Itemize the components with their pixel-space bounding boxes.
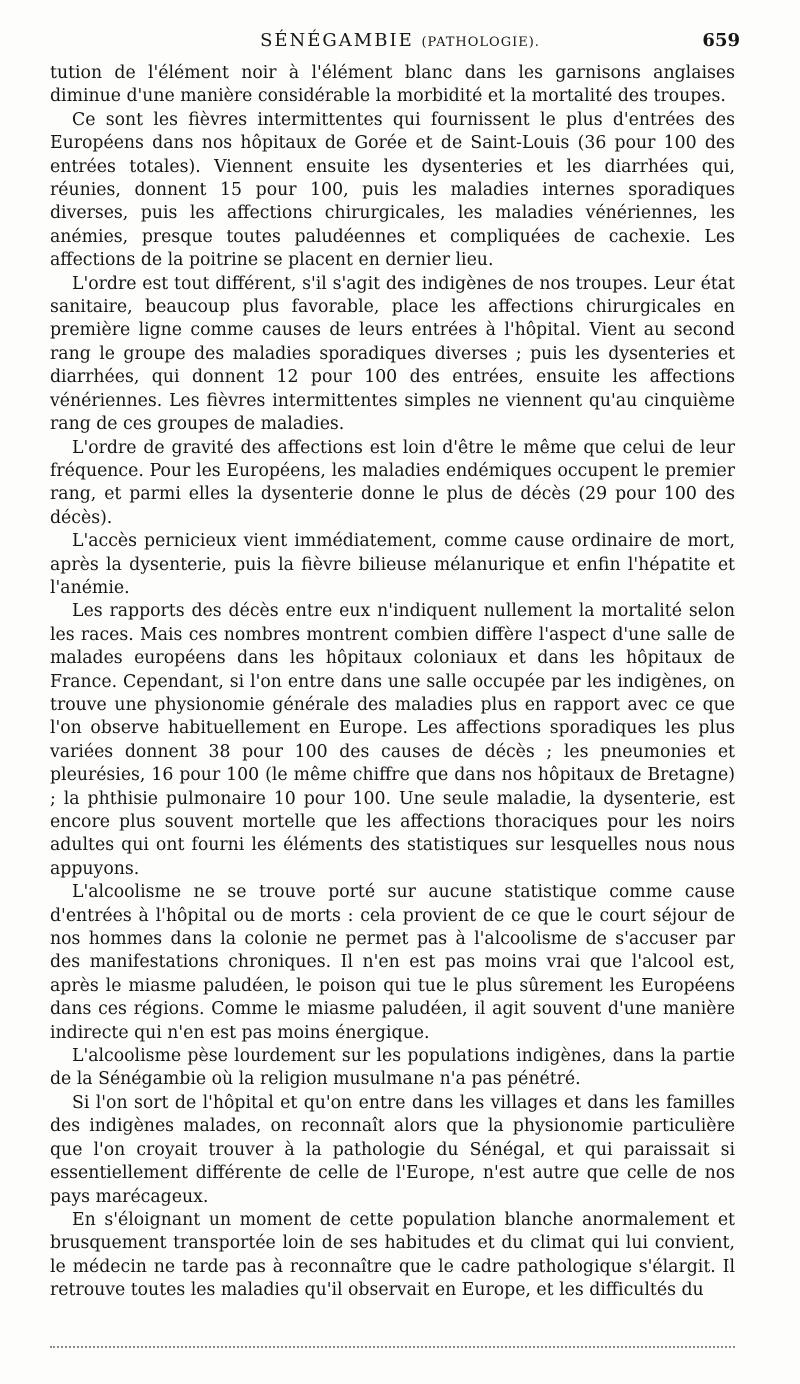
paragraph-pathological-frame: En s'éloignant un moment de cette population blanche anormalement et brusquement transportée loin de ses habitudes et du climat qui lui convient, le médecin ne tarde pas à reconnaître que le cadre pathologique s'élargit. Il retrouve toutes les maladies qu'il observait en Europe, et les difficultés du	[50, 1209, 735, 1301]
paragraph-alcoholism: L'alcoolisme ne se trouve porté sur aucune statistique comme cause d'entrées à l'hôpital ou de morts : cela provient de ce que le court séjour de nos hommes dans la colonie ne permet pas à l'alcoolisme de s'accuser par des manifestations chroniques. Il n'en est pas moins vrai que l'alcool est, après le miasme paludéen, le poison qui tue le plus sûrement les Européens dans ces régions. Comme le miasme paludéen, il agit souvent d'une manière indirecte qui n'en est pas moins énergique.	[50, 882, 735, 1043]
paragraph-fevers-europeans: Ce sont les fièvres intermittentes qui fournissent le plus d'entrées des Européens dans nos hôpitaux de Gorée et de Saint-Louis (36 pour 100 des entrées totales). Viennent ensuite les dysenteries et les diarrhées qui, réunies, donnent 15 pour 100, puis les maladies internes sporadiques diverses, puis les affections chirurgicales, les maladies vénériennes, les anémies, presque toutes paludéennes et compliquées de cachexie. Les affections de la poitrine se placent en dernier lieu.	[50, 109, 735, 271]
header-subject: (PATHOLOGIE).	[421, 35, 540, 50]
body-text	[50, 62, 735, 1303]
header-title: SÉNÉGAMBIE	[260, 30, 414, 51]
paragraph-pernicious-access: L'accès pernicieux vient immédiatement, comme cause ordinaire de mort, après la dysenterie, puis la fièvre bilieuse mélanurique et enfin l'hépatite et l'anémie.	[50, 531, 735, 598]
paragraph-indigenous-troops: L'ordre est tout différent, s'il s'agit des indigènes de nos troupes. Leur état sanitaire, beaucoup plus favorable, place les affections chirurgicales en première ligne comme causes de leurs entrées à l'hôpital. Vient au second rang le groupe des maladies sporadiques diverses ; puis les dysenteries et diarrhées, qui donnent 12 pour 100 des entrées, ensuite les affections vénériennes. Les fièvres intermittentes simples ne viennent qu'au cinquième rang de ces groupes de maladies.	[50, 273, 735, 435]
paragraph-continuation: tution de l'élément noir à l'élément blanc dans les garnisons anglaises diminue d'une manière considérable la morbidité et la mortalité des troupes.	[50, 63, 735, 107]
paragraph-gravity-order: L'ordre de gravité des affections est loin d'être le même que celui de leur fréquence. Pour les Européens, les maladies endémiques occupent le premier rang, et parmi elles la dysenterie donne le plus de décès (29 pour 100 des décès).	[50, 437, 735, 528]
paragraph-alcoholism-indigenous: L'alcoolisme pèse lourdement sur les populations indigènes, dans la partie de la Sénégambie où la religion musulmane n'a pas pénétré.	[50, 1046, 735, 1090]
page-number: 659	[702, 30, 740, 51]
running-title	[60, 30, 740, 51]
paragraph-villages: Si l'on sort de l'hôpital et qu'on entre dans les villages et dans les familles des indigènes malades, on reconnaît alors que la physionomie particulière que l'on croyait trouver à la pathologie du Sénégal, et qui paraissait si essentiellement différente de celle de l'Europe, n'est autre que celle de nos pays marécageux.	[50, 1092, 735, 1207]
paragraph-death-ratios: Les rapports des décès entre eux n'indiquent nullement la mortalité selon les races. Mais ces nombres montrent combien diffère l'aspect d'une salle de malades européens dans les hôpitaux coloniaux et dans les hôpitaux de France. Cependant, si l'on entre dans une salle occupée par les indigènes, on trouve une physionomie générale des maladies plus en rapport avec ce que l'on observe habituellement en Europe. Les affections sporadiques les plus variées donnent 38 pour 100 des causes de décès ; les pneumonies et pleurésies, 16 pour 100 (le même chiffre que dans nos hôpitaux de Bretagne) ; la phthisie pulmonaire 10 pour 100. Une seule maladie, la dysenterie, est encore plus souvent mortelle que les affections thoraciques pour les noirs adultes qui ont fourni les éléments des statistiques sur lesquelles nous nous appuyons.	[50, 601, 735, 879]
running-header	[60, 30, 740, 58]
bottom-divider	[50, 1346, 735, 1348]
